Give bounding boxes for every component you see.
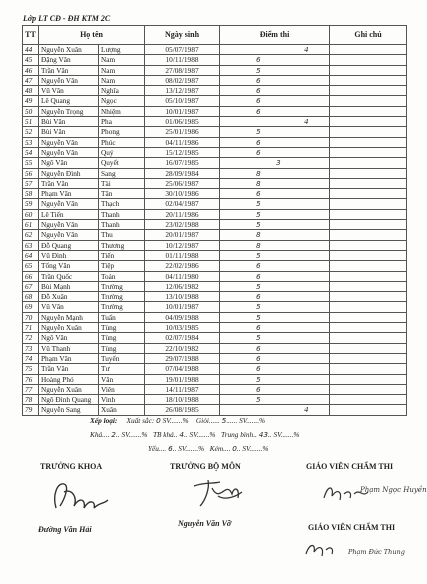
exam-score: 5 xyxy=(220,65,330,75)
note-cell xyxy=(330,158,407,168)
first-name: Tống Văn xyxy=(39,261,99,271)
row-number: 79 xyxy=(23,405,39,415)
row-number: 50 xyxy=(23,106,39,116)
last-name: Văn xyxy=(99,374,145,384)
table-row xyxy=(23,323,407,333)
row-number: 77 xyxy=(23,384,39,394)
date-of-birth: 05/10/1987 xyxy=(145,96,220,106)
note-cell xyxy=(330,292,407,302)
date-of-birth: 30/10/1986 xyxy=(145,189,220,199)
exam-score: 6 xyxy=(220,364,330,374)
row-number: 62 xyxy=(23,230,39,240)
exam-score: 5 xyxy=(220,281,330,291)
first-name: Nguyễn Văn xyxy=(39,137,99,147)
summary-line-3: Yếu.... 6.. SV.......% Kém.... 0.. SV.......% xyxy=(148,444,269,453)
head-signature-image xyxy=(50,478,110,514)
exam-score: 4 xyxy=(220,117,330,127)
exam-score: 6 xyxy=(220,86,330,96)
tb-kha-label: TB khá xyxy=(152,430,174,439)
exam-score: 5 xyxy=(220,209,330,219)
note-cell xyxy=(330,312,407,322)
table-row xyxy=(23,158,407,168)
exam-score: 6 xyxy=(220,189,330,199)
trung-binh-label: Trung bình xyxy=(220,430,254,439)
first-name: Đỗ Xuân xyxy=(39,292,99,302)
head-name: Đường Văn Hải xyxy=(38,525,92,534)
row-number: 59 xyxy=(23,199,39,209)
dept-name: Nguyễn Văn Vỡ xyxy=(178,519,232,528)
gioi-value: 5 xyxy=(221,416,227,425)
date-of-birth: 04/09/1988 xyxy=(145,312,220,322)
last-name: Tùng xyxy=(99,343,145,353)
date-of-birth: 10/01/1987 xyxy=(145,106,220,116)
date-of-birth: 23/02/1988 xyxy=(145,220,220,230)
row-number: 57 xyxy=(23,178,39,188)
last-name: Thanh xyxy=(99,209,145,219)
last-name: Nghĩa xyxy=(99,86,145,96)
first-name: Bùi Mạnh xyxy=(39,281,99,291)
last-name: Tùng xyxy=(99,333,145,343)
last-name: Lượng xyxy=(99,45,145,55)
date-of-birth: 01/11/1988 xyxy=(145,250,220,260)
date-of-birth: 10/01/1987 xyxy=(145,302,220,312)
exam-score: 4 xyxy=(220,45,330,55)
row-number: 78 xyxy=(23,395,39,405)
tb-kha-unit: SV xyxy=(189,430,197,439)
exam-score: 5 xyxy=(220,312,330,322)
last-name: Tài xyxy=(99,178,145,188)
row-number: 61 xyxy=(23,220,39,230)
row-number: 75 xyxy=(23,364,39,374)
table-row xyxy=(23,199,407,209)
last-name: Toản xyxy=(99,271,145,281)
kem-value: 0 xyxy=(232,444,237,453)
first-name: Nguyễn Văn xyxy=(39,230,99,240)
date-of-birth: 20/01/1987 xyxy=(145,230,220,240)
note-cell xyxy=(330,178,407,188)
first-name: Ngô Văn xyxy=(39,158,99,168)
table-row xyxy=(23,75,407,85)
table-row xyxy=(23,127,407,137)
last-name: Tuyến xyxy=(99,353,145,363)
date-of-birth: 10/11/1988 xyxy=(145,55,220,65)
table-row xyxy=(23,302,407,312)
yeu-unit: SV xyxy=(178,444,186,453)
note-cell xyxy=(330,230,407,240)
row-number: 66 xyxy=(23,271,39,281)
yeu-label: Yếu xyxy=(148,444,159,453)
header-tt: TT xyxy=(23,26,39,45)
first-name: Phạm Văn xyxy=(39,353,99,363)
exam-score: 5 xyxy=(220,333,330,343)
table-row xyxy=(23,374,407,384)
first-name: Lê Tiến xyxy=(39,209,99,219)
table-row xyxy=(23,178,407,188)
exam-score: 3 xyxy=(220,158,330,168)
note-cell xyxy=(330,168,407,178)
row-number: 76 xyxy=(23,374,39,384)
exam-score: 6 xyxy=(220,353,330,363)
first-name: Nguyễn Văn xyxy=(39,75,99,85)
date-of-birth: 15/12/1985 xyxy=(145,147,220,157)
note-cell xyxy=(330,65,407,75)
table-row xyxy=(23,106,407,116)
note-cell xyxy=(330,199,407,209)
date-of-birth: 22/02/1986 xyxy=(145,261,220,271)
gioi-label: Giỏi xyxy=(195,416,209,425)
first-name: Nguyễn Mạnh xyxy=(39,312,99,322)
exam-score: 8 xyxy=(220,168,330,178)
table-row xyxy=(23,168,407,178)
trung-binh-value: 43 xyxy=(258,430,268,439)
row-number: 63 xyxy=(23,240,39,250)
last-name: Quý xyxy=(99,147,145,157)
row-number: 51 xyxy=(23,117,39,127)
first-name: Nguyễn Xuân xyxy=(39,45,99,55)
row-number: 64 xyxy=(23,250,39,260)
date-of-birth: 02/07/1984 xyxy=(145,333,220,343)
row-number: 68 xyxy=(23,292,39,302)
last-name: Thạch xyxy=(99,199,145,209)
kha-value: 2 xyxy=(111,430,116,439)
table-row xyxy=(23,220,407,230)
note-cell xyxy=(330,271,407,281)
exam-score: 5 xyxy=(220,302,330,312)
row-number: 58 xyxy=(23,189,39,199)
score-table xyxy=(22,25,407,416)
table-row xyxy=(23,189,407,199)
table-row xyxy=(23,281,407,291)
exam-score: 5 xyxy=(220,250,330,260)
table-row xyxy=(23,405,407,415)
date-of-birth: 02/04/1987 xyxy=(145,199,220,209)
first-name: Nguyễn Đình xyxy=(39,168,99,178)
last-name: Trường xyxy=(99,281,145,291)
summary-label: Xếp loại: xyxy=(90,416,118,425)
kem-label: Kém xyxy=(209,444,224,453)
exam-score: 5 xyxy=(220,395,330,405)
yeu-value: 6 xyxy=(168,444,173,453)
exam-score: 6 xyxy=(220,137,330,147)
last-name: Pha xyxy=(99,117,145,127)
table-row xyxy=(23,292,407,302)
first-name: Trần Văn xyxy=(39,364,99,374)
table-row xyxy=(23,395,407,405)
dept-signature-image xyxy=(190,476,250,510)
note-cell xyxy=(330,261,407,271)
table-row xyxy=(23,353,407,363)
table-row xyxy=(23,364,407,374)
date-of-birth: 28/09/1984 xyxy=(145,168,220,178)
note-cell xyxy=(330,137,407,147)
last-name: Nhiệm xyxy=(99,106,145,116)
table-row xyxy=(23,230,407,240)
first-name: Vũ Văn xyxy=(39,86,99,96)
xuat-sac-label: Xuất sắc: xyxy=(126,416,155,425)
grader1-script: Phạm Ngọc Huyền xyxy=(360,486,427,494)
exam-score: 5 xyxy=(220,220,330,230)
note-cell xyxy=(330,374,407,384)
date-of-birth: 01/06/1985 xyxy=(145,117,220,127)
date-of-birth: 08/02/1987 xyxy=(145,75,220,85)
exam-score: 6 xyxy=(220,106,330,116)
note-cell xyxy=(330,96,407,106)
date-of-birth: 19/01/1988 xyxy=(145,374,220,384)
table-row xyxy=(23,240,407,250)
exam-score: 6 xyxy=(220,55,330,65)
last-name: Nam xyxy=(99,65,145,75)
row-number: 70 xyxy=(23,312,39,322)
date-of-birth: 05/07/1987 xyxy=(145,45,220,55)
table-row xyxy=(23,250,407,260)
note-cell xyxy=(330,106,407,116)
note-cell xyxy=(330,384,407,394)
note-cell xyxy=(330,127,407,137)
exam-score: 6 xyxy=(220,96,330,106)
first-name: Trần Văn xyxy=(39,178,99,188)
table-row xyxy=(23,45,407,55)
last-name: Tùng xyxy=(99,323,145,333)
note-cell xyxy=(330,240,407,250)
note-cell xyxy=(330,395,407,405)
summary-line-2: Khá.... 2.. SV.......% TB khá.. 4.. SV.......% Trung bình.. 43.. SV.......% xyxy=(90,430,300,439)
grader1-signature-image xyxy=(320,478,427,506)
date-of-birth: 04/11/1986 xyxy=(145,137,220,147)
exam-score: 6 xyxy=(220,75,330,85)
last-name: Thanh xyxy=(99,220,145,230)
row-number: 48 xyxy=(23,86,39,96)
date-of-birth: 18/10/1988 xyxy=(145,395,220,405)
exam-score: 6 xyxy=(220,292,330,302)
row-number: 69 xyxy=(23,302,39,312)
date-of-birth: 27/08/1987 xyxy=(145,65,220,75)
date-of-birth: 22/10/1982 xyxy=(145,343,220,353)
first-name: Nguyễn Văn xyxy=(39,147,99,157)
row-number: 49 xyxy=(23,96,39,106)
table-row xyxy=(23,384,407,394)
date-of-birth: 07/04/1988 xyxy=(145,364,220,374)
note-cell xyxy=(330,86,407,96)
first-name: Nguyễn Xuân xyxy=(39,323,99,333)
last-name: Xuân xyxy=(99,405,145,415)
xuat-sac-value: 0 xyxy=(156,416,161,425)
last-name: Tiến xyxy=(99,250,145,260)
note-cell xyxy=(330,220,407,230)
first-name: Nguyễn Xuân xyxy=(39,384,99,394)
date-of-birth: 29/07/1988 xyxy=(145,353,220,363)
gioi-unit: SV xyxy=(239,416,247,425)
note-cell xyxy=(330,281,407,291)
date-of-birth: 14/11/1987 xyxy=(145,384,220,394)
exam-score: 6 xyxy=(220,271,330,281)
exam-score: 5 xyxy=(220,374,330,384)
date-of-birth: 26/08/1985 xyxy=(145,405,220,415)
row-number: 67 xyxy=(23,281,39,291)
date-of-birth: 10/03/1985 xyxy=(145,323,220,333)
first-name: Nguyễn Văn xyxy=(39,199,99,209)
last-name: Trường xyxy=(99,292,145,302)
note-cell xyxy=(330,147,407,157)
first-name: Bùi Văn xyxy=(39,117,99,127)
first-name: Đặng Văn xyxy=(39,55,99,65)
table-row xyxy=(23,343,407,353)
last-name: Trường xyxy=(99,302,145,312)
row-number: 54 xyxy=(23,147,39,157)
table-row xyxy=(23,271,407,281)
kha-label: Khá xyxy=(90,430,103,439)
note-cell xyxy=(330,189,407,199)
exam-score: 5 xyxy=(220,127,330,137)
row-number: 73 xyxy=(23,343,39,353)
exam-score: 4 xyxy=(220,405,330,415)
date-of-birth: 13/10/1988 xyxy=(145,292,220,302)
row-number: 56 xyxy=(23,168,39,178)
row-number: 55 xyxy=(23,158,39,168)
last-name: Nam xyxy=(99,55,145,65)
first-name: Vũ Đình xyxy=(39,250,99,260)
table-header-row xyxy=(23,26,407,45)
note-cell xyxy=(330,302,407,312)
header-note: Ghi chú xyxy=(330,26,407,45)
table-row xyxy=(23,137,407,147)
row-number: 45 xyxy=(23,55,39,65)
last-name: Phong xyxy=(99,127,145,137)
class-label: Lớp LT CĐ - ĐH KTM 2C xyxy=(23,14,111,23)
first-name: Trần Văn xyxy=(39,65,99,75)
note-cell xyxy=(330,333,407,343)
table-row xyxy=(23,312,407,322)
table-row xyxy=(23,261,407,271)
note-cell xyxy=(330,405,407,415)
table-row xyxy=(23,209,407,219)
first-name: Bùi Văn xyxy=(39,127,99,137)
date-of-birth: 10/12/1987 xyxy=(145,240,220,250)
row-number: 71 xyxy=(23,323,39,333)
row-number: 60 xyxy=(23,209,39,219)
last-name: Viên xyxy=(99,384,145,394)
kha-unit: SV xyxy=(121,430,129,439)
row-number: 53 xyxy=(23,137,39,147)
grader2-signature-image xyxy=(300,536,410,562)
date-of-birth: 04/11/1980 xyxy=(145,271,220,281)
date-of-birth: 12/06/1982 xyxy=(145,281,220,291)
first-name: Nguyễn Trọng xyxy=(39,106,99,116)
last-name: Quyết xyxy=(99,158,145,168)
row-number: 52 xyxy=(23,127,39,137)
note-cell xyxy=(330,250,407,260)
exam-score: 6 xyxy=(220,384,330,394)
date-of-birth: 16/07/1985 xyxy=(145,158,220,168)
summary-line-1: Xếp loại: Xuất sắc: 0 SV.......% Giỏi...... 5...... SV.......% xyxy=(90,416,266,425)
row-number: 46 xyxy=(23,65,39,75)
first-name: Ngô Đình Quang xyxy=(39,395,99,405)
first-name: Nguyễn Sang xyxy=(39,405,99,415)
trung-binh-unit: SV xyxy=(273,430,281,439)
header-name: Họ tên xyxy=(39,26,145,45)
first-name: Vũ Văn xyxy=(39,302,99,312)
row-number: 47 xyxy=(23,75,39,85)
first-name: Phạm Văn xyxy=(39,189,99,199)
grader1-title: GIÁO VIÊN CHẤM THI xyxy=(306,462,394,471)
table-row xyxy=(23,117,407,127)
note-cell xyxy=(330,55,407,65)
dept-title: TRƯỞNG BỘ MÔN xyxy=(170,462,241,471)
table-row xyxy=(23,86,407,96)
table-row xyxy=(23,147,407,157)
note-cell xyxy=(330,353,407,363)
row-number: 44 xyxy=(23,45,39,55)
xuat-sac-unit: SV xyxy=(162,416,170,425)
note-cell xyxy=(330,343,407,353)
last-name: Nam xyxy=(99,75,145,85)
row-number: 65 xyxy=(23,261,39,271)
row-number: 74 xyxy=(23,353,39,363)
grader2-script: Phạm Đức Thung xyxy=(348,548,405,556)
last-name: Phúc xyxy=(99,137,145,147)
exam-score: 8 xyxy=(220,240,330,250)
first-name: Lê Quang xyxy=(39,96,99,106)
first-name: Đỗ Quang xyxy=(39,240,99,250)
table-body xyxy=(23,45,407,416)
exam-score: 8 xyxy=(220,230,330,240)
last-name: Tân xyxy=(99,189,145,199)
head-title: TRƯỞNG KHOA xyxy=(40,462,103,471)
table-row xyxy=(23,96,407,106)
table-row xyxy=(23,333,407,343)
exam-score: 6 xyxy=(220,323,330,333)
last-name: Thương xyxy=(99,240,145,250)
last-name: Ngọc xyxy=(99,96,145,106)
note-cell xyxy=(330,364,407,374)
last-name: Tư xyxy=(99,364,145,374)
first-name: Hoàng Phó xyxy=(39,374,99,384)
date-of-birth: 13/12/1987 xyxy=(145,86,220,96)
header-dob: Ngày sinh xyxy=(145,26,220,45)
last-name: Vinh xyxy=(99,395,145,405)
exam-score: 6 xyxy=(220,343,330,353)
grader2-title: GIÁO VIÊN CHẤM THI xyxy=(308,523,396,532)
note-cell xyxy=(330,45,407,55)
first-name: Trần Quốc xyxy=(39,271,99,281)
exam-score: 5 xyxy=(220,199,330,209)
row-number: 72 xyxy=(23,333,39,343)
last-name: Tiệp xyxy=(99,261,145,271)
exam-score: 8 xyxy=(220,178,330,188)
note-cell xyxy=(330,75,407,85)
first-name: Ngô Văn xyxy=(39,333,99,343)
table-row xyxy=(23,65,407,75)
header-score: Điểm thi xyxy=(220,26,330,45)
exam-score: 6 xyxy=(220,147,330,157)
date-of-birth: 20/11/1986 xyxy=(145,209,220,219)
exam-score: 6 xyxy=(220,261,330,271)
last-name: Tuấn xyxy=(99,312,145,322)
date-of-birth: 25/01/1986 xyxy=(145,127,220,137)
note-cell xyxy=(330,117,407,127)
tb-kha-value: 4 xyxy=(179,430,184,439)
last-name: Thu xyxy=(99,230,145,240)
last-name: Sang xyxy=(99,168,145,178)
note-cell xyxy=(330,209,407,219)
kem-unit: SV xyxy=(242,444,250,453)
date-of-birth: 25/06/1987 xyxy=(145,178,220,188)
table-row xyxy=(23,55,407,65)
note-cell xyxy=(330,323,407,333)
first-name: Nguyễn Văn xyxy=(39,220,99,230)
first-name: Vũ Thanh xyxy=(39,343,99,353)
